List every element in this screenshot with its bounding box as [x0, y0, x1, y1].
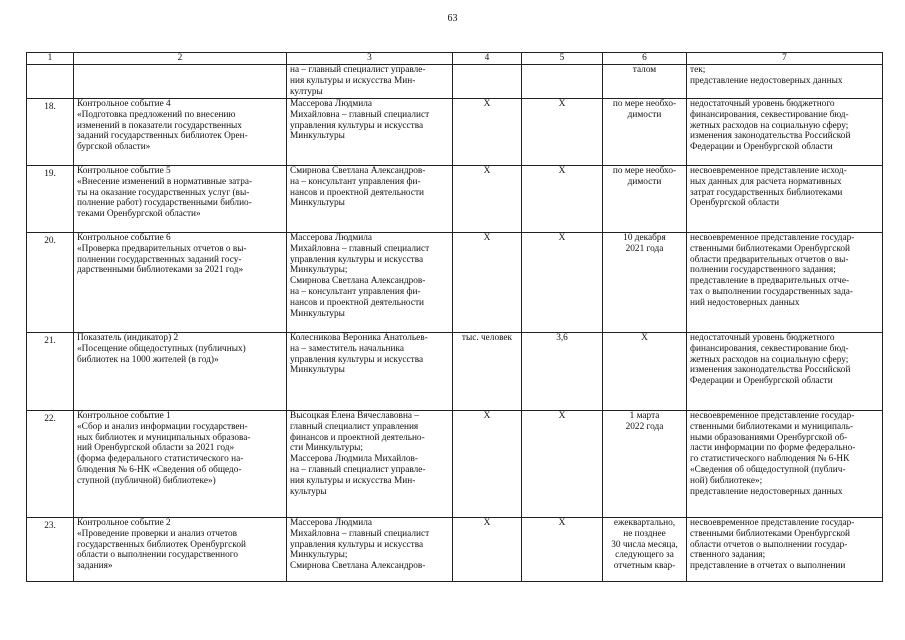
cell-text-line: Колесникова Вероника Анатольев- [290, 333, 428, 343]
cell-text-line: Массерова Людмила Михайлов- [290, 454, 418, 465]
cell-text-line: по мере необхо- [612, 166, 677, 176]
cell-text-line: недостаточный уровень бюджетного [690, 333, 835, 343]
event-description-cell [74, 99, 287, 166]
cell-text-line: ласти информации по форме федерально- [690, 443, 856, 454]
cell-text-line: не позднее [623, 528, 666, 539]
cell-text-line: жетных расходов на социальную сферу; [690, 120, 849, 131]
cell-text-line: несвоевременное представление государ- [690, 518, 855, 528]
cell-text-line: 1 марта [629, 411, 660, 421]
cell-text-line: Х [558, 411, 566, 421]
cell-text-line: Х [483, 411, 491, 421]
cell-text-line: Х [558, 518, 566, 528]
cell-text-line: «Сведения об общедоступной (публич- [690, 464, 846, 475]
cell-text-line: 2021 года [625, 243, 664, 254]
row-number: 18. [27, 99, 74, 166]
cell-text-line: изменения законодательства Российской [690, 131, 851, 142]
cell-text-line: Х [641, 333, 648, 343]
row-number [27, 65, 74, 99]
unit-cell [453, 99, 522, 166]
cell-text-line: на – главный специалист управле- [290, 464, 426, 475]
value-cell [522, 99, 603, 166]
cell-text-line: изменения законодательства Российской [690, 365, 851, 376]
cell-text-line: «Сбор и анализ информации государствен- [77, 421, 248, 432]
cell-text-line: библиотек на 1000 жителей (в год)» [77, 354, 219, 365]
event-description-cell [74, 411, 287, 518]
cell-text-line: управления культуры и искусства [290, 254, 424, 265]
cell-text-line: ния культуры и искусства Мин- [290, 75, 416, 86]
value-cell [522, 333, 603, 411]
table-row [27, 518, 883, 582]
cell-text-line: культуры [290, 486, 327, 497]
cell-text-line: на – консультант управления фи- [290, 176, 421, 187]
cell-text-line: нансов и проектной деятельности [290, 297, 424, 308]
cell-text-line: полнение работ) государственными библио- [77, 198, 252, 209]
cell-text-line: области о выполнении государственного [77, 550, 239, 561]
responsible-person-cell [287, 518, 453, 582]
event-description-cell [74, 233, 287, 333]
document-table [26, 52, 883, 582]
cell-text-line: «Проведение проверки и анализ отчетов [77, 528, 238, 539]
column-number-7: 7 [687, 53, 883, 65]
risk-cell [687, 65, 883, 99]
cell-text-line: ственными библиотеками Оренбургской [690, 243, 850, 254]
value-cell [522, 233, 603, 333]
cell-text-line: Массерова Людмила [290, 233, 373, 243]
column-number-4: 4 [453, 53, 522, 65]
cell-text-line: управления культуры и искусства [290, 120, 424, 131]
cell-text-line: полнении государственного задания; [690, 265, 836, 276]
cell-text-line: представление в отчетах о выполнении [690, 561, 846, 572]
risk-cell [687, 166, 883, 233]
table-row [27, 333, 883, 411]
cell-text-line: заданий государственных библиотек Орен- [77, 131, 248, 142]
cell-text-line: Смирнова Светлана Александров- [290, 561, 426, 572]
cell-text-line: Х [558, 233, 566, 243]
event-description-cell [74, 333, 287, 411]
cell-text-line: Минкультуры [290, 365, 345, 376]
cell-text-line: го статистического наблюдения № 6-НК [690, 454, 850, 465]
cell-text-line: Х [558, 99, 566, 109]
cell-text-line: 30 числа месяца, [611, 539, 678, 550]
unit-cell [453, 233, 522, 333]
cell-text-line: ний недостоверных данных [690, 297, 800, 308]
cell-text-line: Контрольное событие 5 [77, 166, 171, 176]
cell-text-line: «Проверка предварительных отчетов о вы- [77, 243, 247, 254]
deadline-cell [603, 233, 687, 333]
column-number-5: 5 [522, 53, 603, 65]
cell-text-line: «Внесение изменений в нормативные затра- [77, 176, 253, 187]
event-description-cell [74, 166, 287, 233]
cell-text-line: ты на оказание государственных услуг (вы- [77, 187, 250, 198]
cell-text-line: финансирования, секвестирование бюд- [690, 343, 849, 354]
risk-cell [687, 333, 883, 411]
row-number: 19. [27, 166, 74, 233]
value-cell [522, 166, 603, 233]
cell-text-line: представление недостоверных данных [690, 486, 843, 497]
cell-text-line: Федерации и Оренбургской области [690, 376, 833, 387]
cell-text-line: «Подготовка предложений по внесению [77, 109, 236, 120]
cell-text-line: государственных библиотек Оренбургской [77, 539, 246, 550]
value-cell [522, 518, 603, 582]
row-number: 22. [27, 411, 74, 518]
table-row [27, 233, 883, 333]
cell-text-line: Оренбургской области [690, 198, 780, 209]
cell-text-line: Михайловна – главный специалист [290, 528, 430, 539]
cell-text-line: Х [483, 166, 491, 176]
cell-text-line: на – главный специалист управле- [290, 65, 426, 75]
cell-text-line: ных библиотек и муниципальных образова- [77, 432, 251, 443]
cell-text-line: Михайловна – главный специалист [290, 109, 430, 120]
cell-text-line: Михайловна – главный специалист [290, 243, 430, 254]
cell-text-line: представление недостоверных данных [690, 75, 843, 86]
cell-text-line: представление в предварительных отче- [690, 276, 850, 287]
cell-text-line: Минкультуры; [290, 550, 348, 561]
column-number-1: 1 [27, 53, 74, 65]
cell-text-line: на – заместитель начальника [290, 343, 404, 354]
cell-text-line: полнении государственных заданий госу- [77, 254, 242, 265]
deadline-cell [603, 518, 687, 582]
deadline-cell [603, 166, 687, 233]
cell-text-line: дарственными библиотеками за 2021 год» [77, 265, 244, 276]
cell-text-line: Минкультуры; [290, 265, 348, 276]
risk-cell [687, 518, 883, 582]
deadline-cell [603, 411, 687, 518]
cell-text-line: Федерации и Оренбургской области [690, 142, 833, 153]
cell-text-line: културы [290, 86, 323, 97]
cell-text-line: ной) библиотеке»; [690, 475, 763, 486]
row-number: 23. [27, 518, 74, 582]
cell-text-line: Минкультуры [290, 198, 345, 209]
cell-text-line: по мере необхо- [612, 99, 677, 109]
page-number: 63 [447, 13, 458, 24]
event-description-cell [74, 518, 287, 582]
cell-text-line: Контрольное событие 2 [77, 518, 171, 528]
cell-text-line: нансов и проектной деятельности [290, 187, 424, 198]
cell-text-line: 10 декабря [623, 233, 666, 243]
cell-text-line: Смирнова Светлана Александров- [290, 166, 426, 176]
cell-text-line: ежеквартально, [613, 518, 676, 528]
deadline-cell [603, 99, 687, 166]
cell-text-line: финансов и проектной деятельно- [290, 432, 425, 443]
row-number: 20. [27, 233, 74, 333]
risk-cell [687, 99, 883, 166]
cell-text-line: несвоевременное представление исход- [690, 166, 847, 176]
cell-text-line: тыс. человек [461, 333, 513, 343]
table-row [27, 166, 883, 233]
cell-text-line: Х [483, 99, 491, 109]
cell-text-line: на – консультант управления фи- [290, 286, 421, 297]
table-row [27, 65, 883, 99]
cell-text-line: затрат государственных библиотеками [690, 187, 843, 198]
column-number-3: 3 [287, 53, 453, 65]
cell-text-line: теками Оренбургской области» [77, 209, 201, 220]
cell-text-line: бургской области» [77, 142, 151, 153]
cell-text-line: отчетным квар- [613, 561, 676, 572]
cell-text-line: Контрольное событие 4 [77, 99, 171, 109]
cell-text-line: управления культуры и искусства [290, 539, 424, 550]
risk-cell [687, 411, 883, 518]
cell-text-line: финансирования, секвестирование бюд- [690, 109, 849, 120]
cell-text-line: сти Минкультуры; [290, 443, 363, 454]
cell-text-line: ний Оренбургской области за 2021 год» [77, 443, 235, 454]
responsible-person-cell [287, 99, 453, 166]
cell-text-line: (форма федерального статистического на- [77, 454, 244, 465]
cell-text-line: управления культуры и искусства [290, 354, 424, 365]
cell-text-line: недостаточный уровень бюджетного [690, 99, 835, 109]
value-cell [522, 65, 603, 99]
cell-text-line: «Посещение общедоступных (публичных) [77, 343, 246, 354]
cell-text-line: 2022 года [625, 421, 664, 432]
cell-text-line: изменений в показатели государственных [77, 120, 242, 131]
responsible-person-cell [287, 333, 453, 411]
cell-text-line: жетных расходов на социальную сферу; [690, 354, 849, 365]
responsible-person-cell [287, 233, 453, 333]
column-number-header-row [27, 53, 883, 65]
unit-cell [453, 166, 522, 233]
cell-text-line: тах о выполнении государственных зада- [690, 286, 853, 297]
cell-text-line: димости [627, 109, 662, 120]
responsible-person-cell [287, 411, 453, 518]
row-number: 21. [27, 333, 74, 411]
value-cell [522, 411, 603, 518]
column-number-6: 6 [603, 53, 687, 65]
deadline-cell [603, 333, 687, 411]
table-row [27, 411, 883, 518]
cell-text-line: Смирнова Светлана Александров- [290, 276, 426, 287]
event-description-cell [74, 65, 287, 99]
cell-text-line: ственными библиотеками и муниципаль- [690, 421, 854, 432]
cell-text-line: задания» [77, 561, 113, 572]
cell-text-line: Контрольное событие 1 [77, 411, 171, 421]
cell-text-line: тек; [690, 65, 706, 75]
cell-text-line: Массерова Людмила [290, 518, 373, 528]
cell-text-line: 3,6 [556, 333, 568, 343]
cell-text-line: Минкультуры [290, 131, 345, 142]
cell-text-line: Минкультуры [290, 308, 345, 319]
cell-text-line: несвоевременное представление государ- [690, 233, 855, 243]
unit-cell [453, 518, 522, 582]
cell-text-line: Контрольное событие 6 [77, 233, 171, 243]
table-row [27, 99, 883, 166]
cell-text-line: Показатель (индикатор) 2 [77, 333, 179, 343]
cell-text-line: талом [632, 65, 657, 75]
responsible-person-cell [287, 65, 453, 99]
cell-text-line: Массерова Людмила [290, 99, 373, 109]
unit-cell [453, 65, 522, 99]
cell-text-line: ступной (публичной) библиотеке») [77, 475, 216, 486]
unit-cell [453, 411, 522, 518]
cell-text-line: главный специалист управления [290, 421, 419, 432]
cell-text-line: ственными библиотеками Оренбургской [690, 528, 850, 539]
responsible-person-cell [287, 166, 453, 233]
cell-text-line: блюдения № 6-НК «Сведения об общедо- [77, 464, 242, 475]
column-number-2: 2 [74, 53, 287, 65]
cell-text-line: Высоцкая Елена Вячеславовна – [290, 411, 420, 421]
cell-text-line: следующего за [615, 550, 674, 561]
deadline-cell [603, 65, 687, 99]
cell-text-line: димости [627, 176, 662, 187]
cell-text-line: Х [483, 518, 491, 528]
cell-text-line: Х [558, 166, 566, 176]
cell-text-line: ных данных для расчета нормативных [690, 176, 842, 187]
cell-text-line: несвоевременное представление государ- [690, 411, 855, 421]
cell-text-line: ными образованиями Оренбургской об- [690, 432, 848, 443]
cell-text-line: области предварительных отчетов о вы- [690, 254, 849, 265]
cell-text-line: Х [483, 233, 491, 243]
cell-text-line: области отчетов о выполнении государ- [690, 539, 848, 550]
unit-cell [453, 333, 522, 411]
cell-text-line: ственного задания; [690, 550, 766, 561]
risk-cell [687, 233, 883, 333]
cell-text-line: ния культуры и искусства Мин- [290, 475, 416, 486]
